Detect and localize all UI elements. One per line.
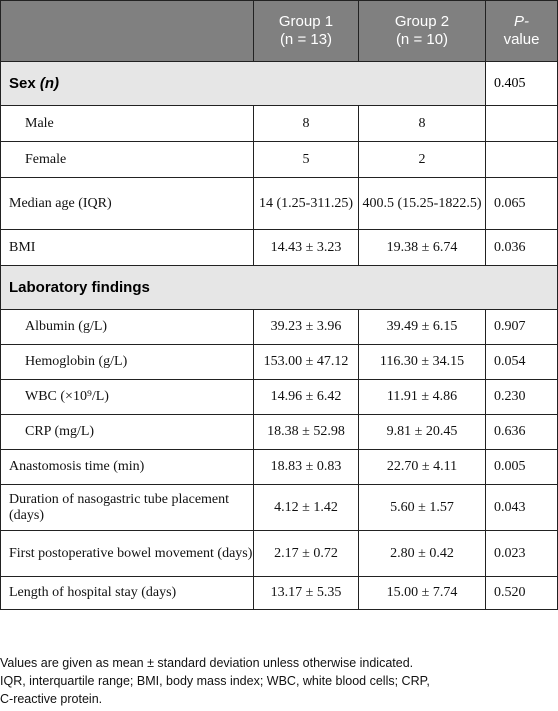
section-row-sex: [1, 62, 558, 106]
group2-value: 39.49 ± 6.15: [359, 310, 486, 345]
row-label: Length of hospital stay (days): [1, 577, 254, 610]
row-label: BMI: [1, 230, 254, 266]
group2-value: 116.30 ± 34.15: [359, 345, 486, 380]
sex-pvalue: 0.405: [486, 62, 558, 106]
pvalue-cell: [486, 106, 558, 142]
pvalue-cell: [486, 142, 558, 178]
group2-value: 400.5 (15.25-1822.5): [359, 178, 486, 230]
section-label-lab: Laboratory findings: [1, 266, 558, 310]
group1-value: 4.12 ± 1.42: [254, 485, 359, 531]
group1-name: Group 1: [278, 13, 334, 30]
row-label: Duration of nasogastric tube placement (days): [1, 485, 254, 531]
header-row: [1, 1, 558, 62]
pvalue-cell: 0.065: [486, 178, 558, 230]
row-label: Median age (IQR): [1, 178, 254, 230]
group1-n: (n = 13): [279, 31, 333, 48]
table-row: [1, 178, 558, 230]
table-row: [1, 142, 558, 178]
group2-value: 15.00 ± 7.74: [359, 577, 486, 610]
group2-value: 11.91 ± 4.86: [359, 380, 486, 415]
pvalue-cell: 0.043: [486, 485, 558, 531]
table-footnote: [0, 654, 555, 708]
table-row: [1, 380, 558, 415]
header-blank-cell: [1, 1, 254, 62]
group1-value: 5: [254, 142, 359, 178]
header-group1: [254, 1, 359, 62]
group1-value: 8: [254, 106, 359, 142]
group2-value: 22.70 ± 4.11: [359, 450, 486, 485]
table-row: [1, 106, 558, 142]
row-label: Anastomosis time (min): [1, 450, 254, 485]
pvalue-cell: 0.907: [486, 310, 558, 345]
table-row: [1, 531, 558, 577]
group2-value: 19.38 ± 6.74: [359, 230, 486, 266]
group1-value: 13.17 ± 5.35: [254, 577, 359, 610]
pvalue-line1: P-: [514, 13, 529, 30]
pvalue-cell: 0.520: [486, 577, 558, 610]
group1-value: 39.23 ± 3.96: [254, 310, 359, 345]
pvalue-cell: 0.636: [486, 415, 558, 450]
table-row: [1, 415, 558, 450]
pvalue-cell: 0.036: [486, 230, 558, 266]
pvalue-cell: 0.054: [486, 345, 558, 380]
row-label: Male: [1, 106, 254, 142]
group2-n: (n = 10): [395, 31, 449, 48]
pvalue-cell: 0.005: [486, 450, 558, 485]
sex-n-label: (n): [39, 75, 60, 92]
row-label: First postoperative bowel movement (days): [1, 531, 254, 577]
group1-value: 14.43 ± 3.23: [254, 230, 359, 266]
group2-value: 2.80 ± 0.42: [359, 531, 486, 577]
row-label: Albumin (g/L): [1, 310, 254, 345]
footnote-line3: C-reactive protein.: [0, 692, 103, 706]
row-label: Hemoglobin (g/L): [1, 345, 254, 380]
table-row: [1, 310, 558, 345]
group1-value: 153.00 ± 47.12: [254, 345, 359, 380]
group1-value: 18.83 ± 0.83: [254, 450, 359, 485]
group1-value: 14 (1.25-311.25): [254, 178, 359, 230]
group1-value: 14.96 ± 6.42: [254, 380, 359, 415]
group2-name: Group 2: [394, 13, 450, 30]
group2-value: 5.60 ± 1.57: [359, 485, 486, 531]
group1-value: 2.17 ± 0.72: [254, 531, 359, 577]
pvalue-cell: 0.230: [486, 380, 558, 415]
group2-value: 2: [359, 142, 486, 178]
group2-value: 8: [359, 106, 486, 142]
header-group2: [359, 1, 486, 62]
footnote-line1: Values are given as mean ± standard deviation unless otherwise indicated.: [0, 656, 414, 670]
table-row: [1, 345, 558, 380]
header-pvalue: [486, 1, 558, 62]
row-label: WBC (×10⁹/L): [1, 380, 254, 415]
group2-value: 9.81 ± 20.45: [359, 415, 486, 450]
table-row: [1, 577, 558, 610]
footnote-line2: IQR, interquartile range; BMI, body mass index; WBC, white blood cells; CRP,: [0, 674, 430, 688]
pvalue-line2: value: [503, 31, 540, 48]
row-label: CRP (mg/L): [1, 415, 254, 450]
table-row: [1, 485, 558, 531]
group1-value: 18.38 ± 52.98: [254, 415, 359, 450]
table-row: [1, 450, 558, 485]
sex-label: Sex: [9, 75, 36, 92]
table-row: [1, 230, 558, 266]
section-label-sex: [1, 62, 486, 106]
row-label: Female: [1, 142, 254, 178]
section-row-lab: [1, 266, 558, 310]
pvalue-cell: 0.023: [486, 531, 558, 577]
